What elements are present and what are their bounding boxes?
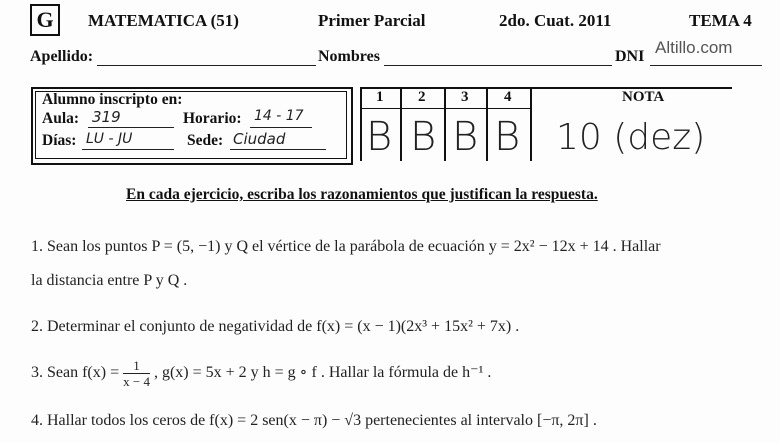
apellido-line bbox=[97, 65, 316, 66]
question-1-text: Sean los puntos P = (5, −1) y Q el vértice de la parábola de ecuación y = 2x² − 12x + 14 . Hallar bbox=[47, 238, 661, 255]
question-4-number: 4. bbox=[31, 412, 43, 429]
term-label: 2do. Cuat. 2011 bbox=[499, 11, 612, 30]
question-3-suffix: , g(x) = 5x + 2 y h = g ∘ f . Hallar la fórmula de h⁻¹ . bbox=[153, 364, 492, 382]
question-3-fraction bbox=[123, 358, 150, 389]
horario-value: 14 - 17 bbox=[254, 108, 304, 124]
horario-label: Horario: bbox=[183, 110, 242, 127]
fraction-numerator: 1 bbox=[123, 358, 150, 374]
dni-label: DNI bbox=[615, 48, 645, 65]
tema-label: TEMA 4 bbox=[689, 11, 752, 30]
question-2 bbox=[31, 318, 519, 336]
aula-line bbox=[88, 127, 174, 128]
nota-header: NOTA bbox=[622, 89, 665, 105]
watermark: Altillo.com bbox=[655, 38, 733, 57]
grade-col-3-value: B bbox=[452, 114, 479, 160]
grade-col-1-header: 1 bbox=[376, 89, 384, 105]
sede-label: Sede: bbox=[187, 132, 224, 149]
dni-line bbox=[650, 65, 762, 66]
exam-title: Primer Parcial bbox=[318, 11, 426, 30]
question-1-text-line2: la distancia entre P y Q . bbox=[31, 272, 188, 289]
question-4 bbox=[31, 412, 597, 430]
instructions: En cada ejercicio, escriba los razonamientos que justifican la respuesta. bbox=[126, 186, 598, 203]
sede-value: Ciudad bbox=[233, 130, 286, 148]
grade-col-3-header: 3 bbox=[461, 89, 469, 105]
question-2-number: 2. bbox=[31, 318, 43, 335]
nombres-label: Nombres bbox=[318, 48, 380, 65]
question-4-text: Hallar todos los ceros de f(x) = 2 sen(x − π) − √3 pertenecientes al intervalo [−π, 2π] . bbox=[47, 412, 597, 429]
grade-grid bbox=[360, 87, 734, 163]
enrollment-title: Alumno inscripto en: bbox=[42, 91, 183, 108]
grade-col-2-value: B bbox=[410, 114, 437, 160]
aula-value: 319 bbox=[92, 108, 121, 126]
dias-label: Días: bbox=[42, 132, 77, 149]
subject-title: MATEMATICA (51) bbox=[88, 11, 239, 30]
version-letter-box: G bbox=[30, 4, 60, 36]
grade-col-2-border bbox=[400, 87, 402, 161]
question-1 bbox=[31, 238, 661, 256]
horario-line bbox=[250, 127, 312, 128]
question-3-number: 3. bbox=[31, 364, 43, 382]
grade-col-4-border bbox=[486, 87, 488, 161]
question-3 bbox=[31, 358, 491, 389]
dias-line bbox=[82, 149, 174, 150]
grade-col-4-header: 4 bbox=[504, 89, 512, 105]
nombres-line bbox=[384, 65, 612, 66]
grade-col-3-border bbox=[444, 87, 446, 161]
grade-col-4-value: B bbox=[494, 114, 521, 160]
grade-col-1-border bbox=[360, 87, 362, 161]
question-3-prefix: Sean f(x) = bbox=[47, 364, 120, 382]
question-1-continued bbox=[31, 272, 187, 290]
aula-label: Aula: bbox=[42, 110, 80, 127]
grade-col-2-header: 2 bbox=[418, 89, 426, 105]
grade-nota-border bbox=[530, 87, 532, 161]
question-1-number: 1. bbox=[31, 238, 43, 255]
apellido-label: Apellido: bbox=[30, 48, 94, 65]
dias-value: LU - JU bbox=[86, 131, 133, 147]
nota-value: 10 (dez) bbox=[556, 117, 706, 158]
sede-line bbox=[230, 149, 326, 150]
grade-col-1-value: B bbox=[366, 114, 393, 160]
fraction-denominator: x − 4 bbox=[123, 374, 150, 389]
question-2-text: Determinar el conjunto de negatividad de f(x) = (x − 1)(2x³ + 15x² + 7x) . bbox=[47, 318, 520, 335]
